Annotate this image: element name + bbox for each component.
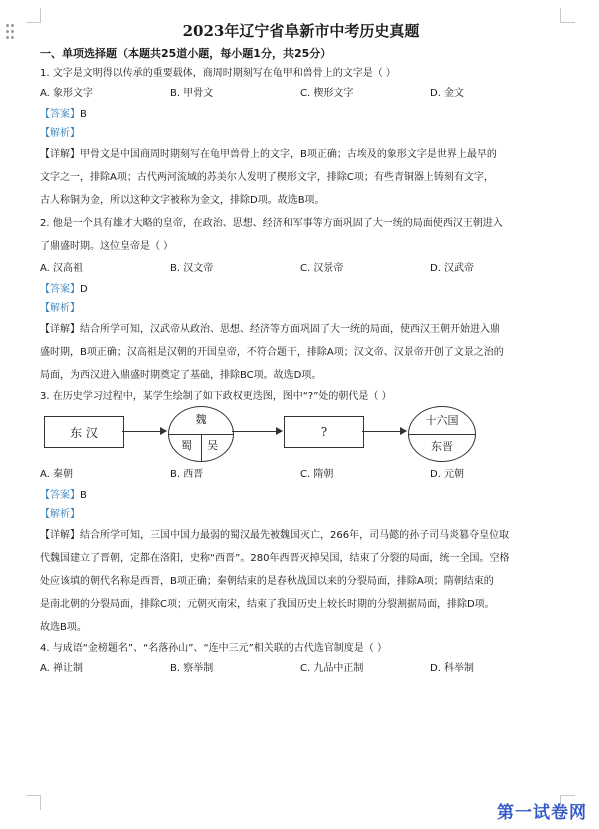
detail-tag: 【详解】 [40,530,80,541]
page-title: 2023年辽宁省阜新市中考历史真题 [182,22,420,40]
arrow-icon [122,431,166,432]
page-corner-mark [26,8,41,23]
option: D. 科举制 [430,663,475,674]
circle-label-eastern-jin: 东晋 [431,440,453,453]
drag-handle-icon[interactable] [6,24,16,40]
answer-value: B [80,109,87,120]
diagram-circle-three-kingdoms [168,406,234,462]
circle-label-sixteen-kingdoms: 十六国 [425,414,459,427]
detail-line: 甲骨文是中国商周时期刻写在龟甲兽骨上的文字，B项正确；古埃及的象形文字是世界上最早的 [80,149,497,160]
option: A. 禅让制 [40,663,84,674]
detail-line: 结合所学可知，汉武帝从政治、思想、经济等方面巩固了大一统的局面，使西汉王朝开始进入鼎 [80,324,500,335]
option: C. 楔形文字 [300,88,354,99]
analysis-tag: 【解析】 [40,509,80,520]
question-3-answer [40,486,562,505]
question-1-detail [40,143,562,212]
diagram-box-eastern-han: 东 汉 [44,416,124,448]
document-content [40,18,562,680]
site-watermark: 第一试卷网 [497,803,587,823]
option: A. 汉高祖 [40,263,84,274]
question-4-options [40,658,562,680]
question-3-options [40,464,562,486]
question-4-stem: 4. 与成语“金榜题名”、“名落孙山”、“连中三元”相关联的古代选官制度是（ ） [40,643,387,654]
question-2-answer [40,280,562,299]
question-2-detail [40,318,562,387]
option: B. 察举制 [170,663,214,674]
question-3-stem: 3. 在历史学习过程中，某学生绘制了如下政权更迭图，图中“?”处的朝代是（ ） [40,391,392,402]
detail-line: 处应该填的朝代名称是西晋，B项正确；秦朝结束的是春秋战国以来的分裂局面，排除A项；隋朝结束的 [40,576,494,587]
detail-tag: 【详解】 [40,149,80,160]
arrow-icon [232,431,282,432]
detail-line: 文字之一，排除A项；古代两河流域的苏美尔人发明了楔形文字，排除C项；有些青铜器上铸刻有文字， [40,172,494,183]
question-3-detail [40,524,562,639]
question-2-options [40,258,562,280]
detail-line: 代魏国建立了晋朝，定都在洛阳，史称“西晋”。280年西晋灭掉吴国，结束了分裂的局面，统一全国。空格 [40,553,510,564]
section-heading: 一、单项选择题（本题共25道小题，每小题1分，共25分） [40,47,332,60]
option: B. 甲骨文 [170,88,214,99]
question-1-answer [40,105,562,124]
option: A. 象形文字 [40,88,94,99]
answer-tag: 【答案】 [40,109,80,120]
option: C. 九品中正制 [300,663,364,674]
question-1-stem: 1. 文字是文明得以传承的重要载体，商周时期刻写在龟甲和兽骨上的文字是（ ） [40,68,396,79]
option: D. 金文 [430,88,465,99]
detail-line: 是南北朝的分裂局面，排除C项；元朝灭南宋，结束了我国历史上较长时期的分裂割据局面，排除D项。 [40,599,495,610]
circle-label-wei: 魏 [195,413,207,426]
option: B. 汉文帝 [170,263,214,274]
detail-line: 盛时期，B项正确；汉高祖是汉朝的开国皇帝，不符合题干，排除A项；汉文帝、汉景帝开创了文景之治的 [40,347,504,358]
detail-line: 结合所学可知，三国中国力最弱的蜀汉最先被魏国灭亡，266年，司马懿的孙子司马炎篡夺皇位取 [80,530,510,541]
arrow-icon [362,431,406,432]
answer-value: D [80,284,88,295]
page-corner-mark [26,795,41,810]
detail-line: 故选B项。 [40,622,87,633]
dynasty-succession-diagram [40,406,562,464]
detail-tag: 【详解】 [40,324,80,335]
option: A. 秦朝 [40,469,74,480]
page-corner-mark [560,8,575,23]
answer-tag: 【答案】 [40,490,80,501]
question-1-options [40,83,562,105]
option: D. 汉武帝 [430,263,475,274]
diagram-box-unknown: ? [284,416,364,448]
detail-line: 局面，为西汉进入鼎盛时期奠定了基础，排除BC项。故选D项。 [40,370,322,381]
answer-tag: 【答案】 [40,284,80,295]
circle-label-shu: 蜀 [181,439,192,452]
analysis-tag: 【解析】 [40,303,80,314]
diagram-circle-sixteen-kingdoms [408,406,476,462]
option: C. 隋朝 [300,469,334,480]
question-2-stem [40,212,562,258]
answer-value: B [80,490,87,501]
detail-line: 古人称铜为金，所以这种文字被称为金文，排除D项。故选B项。 [40,195,325,206]
option: C. 汉景帝 [300,263,344,274]
stem-line: 2. 他是一个具有雄才大略的皇帝，在政治、思想、经济和军事等方面巩固了大一统的局面使西汉王朝进入 [40,218,503,229]
stem-line: 了鼎盛时期。这位皇帝是（ ） [40,241,174,252]
analysis-tag: 【解析】 [40,128,80,139]
option: D. 元朝 [430,469,465,480]
circle-label-wu: 吴 [207,439,218,452]
option: B. 西晋 [170,469,204,480]
